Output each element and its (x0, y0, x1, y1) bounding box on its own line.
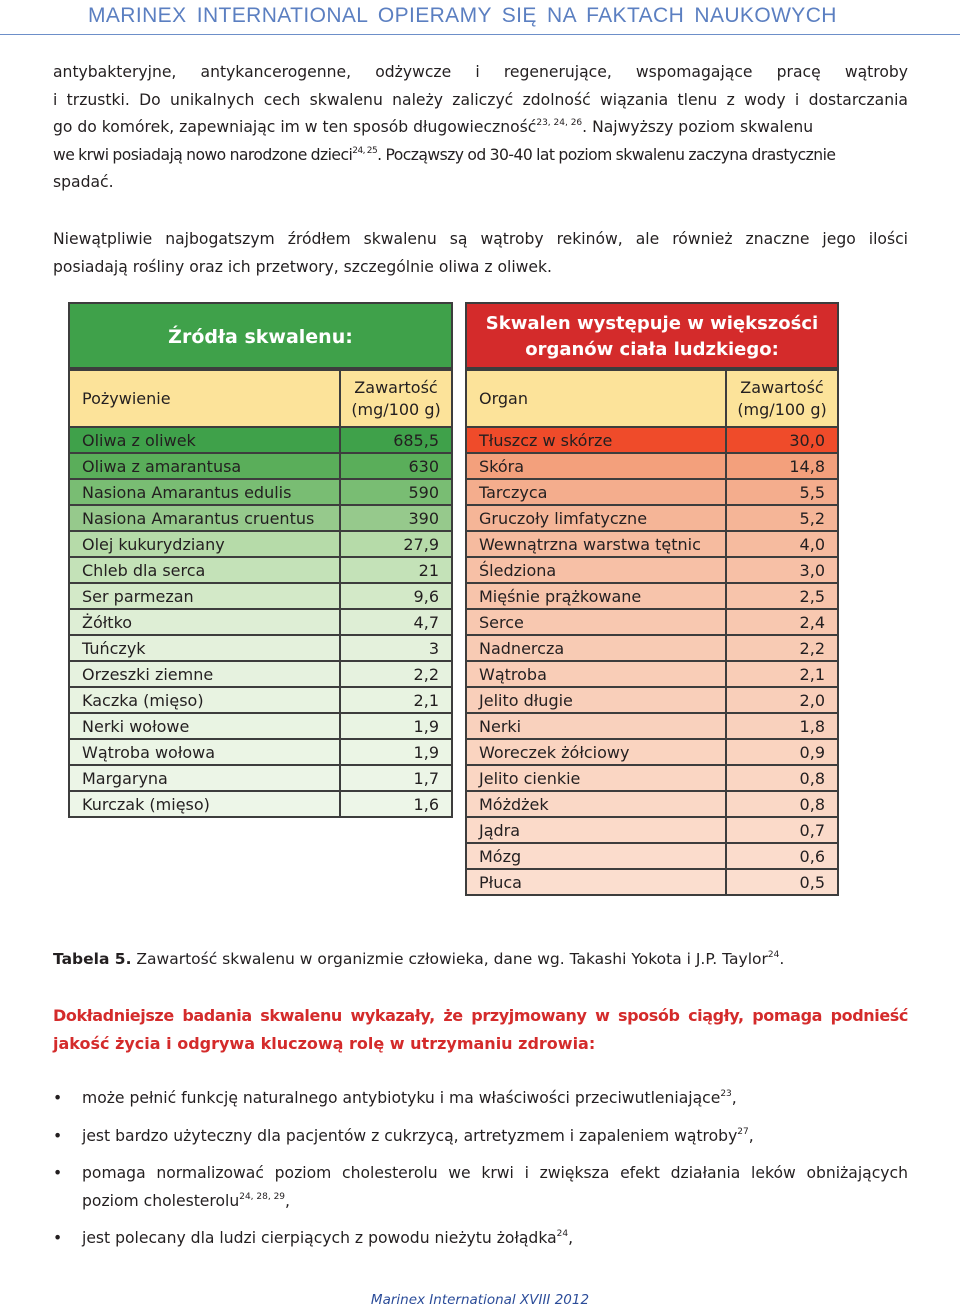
bullet-marker: • (53, 1229, 63, 1247)
header-title: MARINEX INTERNATIONAL OPIERAMY SIĘ NA FAKTACH NAUKOWYCH (88, 4, 837, 27)
sources-name-cell: Tuńczyk (69, 635, 340, 661)
organs-name-cell: Mięśnie prążkowane (466, 583, 726, 609)
organs-table (465, 369, 839, 896)
sources-value-cell: 2,1 (340, 687, 452, 713)
sources-name-cell: Orzeszki ziemne (69, 661, 340, 687)
organs-name-cell: Jądra (466, 817, 726, 843)
bullet-marker: • (53, 1089, 63, 1107)
sources-line-2: posiadają rośliny oraz ich przetwory, szczególnie oliwa z oliwek. (53, 257, 553, 276)
intro-line-3: go do komórek, zapewniając im w ten sposób długowieczność$^{23, 24, 26}$. Najwyższy poziom skwalenu (53, 118, 814, 137)
organs-name-cell: Tarczyca (466, 479, 726, 505)
sources-value-cell: 390 (340, 505, 452, 531)
sources-value-cell: 27,9 (340, 531, 452, 557)
table-row (466, 817, 838, 843)
organs-name-cell: Nadnercza (466, 635, 726, 661)
bullet-marker: • (53, 1164, 63, 1182)
table-row (69, 609, 452, 635)
table-row (69, 427, 452, 453)
page-footer: Marinex International XVIII 2012 (370, 1292, 590, 1308)
intro-line-1: antybakteryjne, antykancerogenne, odżywcze i regenerujące, wspomagające pracę wątroby (53, 63, 908, 81)
organs-value-cell: 1,8 (726, 713, 838, 739)
table-row (466, 583, 838, 609)
organs-name-cell: Skóra (466, 453, 726, 479)
list-item: • pomaga normalizować poziom cholesterolu we krwi i zwiększa efekt działania leków obniżających poziom cholesterolu$^{24, 28, 29}$, (53, 1160, 908, 1215)
organs-name-cell: Mózg (466, 843, 726, 869)
sources-name-cell: Chleb dla serca (69, 557, 340, 583)
highlight-paragraph (53, 1002, 908, 1057)
sources-value-cell: 590 (340, 479, 452, 505)
organs-name-cell: Móżdżek (466, 791, 726, 817)
organs-name-cell: Płuca (466, 869, 726, 895)
sources-name-cell: Kurczak (mięso) (69, 791, 340, 817)
table-row (69, 791, 452, 817)
benefits-list (53, 1085, 908, 1253)
organs-value-cell: 2,5 (726, 583, 838, 609)
sources-value-cell: 2,2 (340, 661, 452, 687)
table-row (466, 609, 838, 635)
sources-name-cell: Wątroba wołowa (69, 739, 340, 765)
organs-value-cell: 3,0 (726, 557, 838, 583)
table-row (466, 427, 838, 453)
highlight-line-1: Dokładniejsze badania skwalenu wykazały, że przyjmowany w sposób ciągły, pomaga podnieść (53, 1006, 908, 1025)
table-row (466, 713, 838, 739)
intro-line-2: i trzustki. Do unikalnych cech skwalenu należy zaliczyć zdolność wiązania tlenu z wody i dostarczania (53, 90, 908, 109)
sources-name-cell: Oliwa z amarantusa (69, 453, 340, 479)
table-row (466, 843, 838, 869)
organs-name-cell: Gruczoły limfatyczne (466, 505, 726, 531)
list-item: • może pełnić funkcję naturalnego antybiotyku i ma właściwości przeciwutleniające$^{23}$, (53, 1085, 908, 1113)
table-row (466, 869, 838, 895)
content-column-header: Zawartość (mg/100 g) (340, 370, 452, 427)
intro-line-4: we krwi posiadają nowo narodzone dzieci$^{24, 25}$. Począwszy od 30-40 lat poziom skwalenu zaczyna drastycznie (53, 145, 836, 164)
table-row (69, 661, 452, 687)
organs-value-cell: 4,0 (726, 531, 838, 557)
list-item: • jest polecany dla ludzi cierpiących z powodu nieżytu żołądka$^{24}$, (53, 1225, 908, 1253)
organs-value-cell: 0,5 (726, 869, 838, 895)
organs-value-cell: 2,2 (726, 635, 838, 661)
sources-table-title: Źródła skwalenu: (68, 302, 453, 369)
organs-name-cell: Nerki (466, 713, 726, 739)
table-row (466, 479, 838, 505)
sources-value-cell: 4,7 (340, 609, 452, 635)
organs-name-cell: Jelito długie (466, 687, 726, 713)
table-row (466, 687, 838, 713)
table-row (466, 505, 838, 531)
organs-header-row (466, 370, 838, 427)
organs-value-cell: 2,4 (726, 609, 838, 635)
organs-value-cell: 2,1 (726, 661, 838, 687)
table-row (466, 453, 838, 479)
organs-value-cell: 5,5 (726, 479, 838, 505)
organs-name-cell: Serce (466, 609, 726, 635)
sources-paragraph (53, 226, 908, 281)
table-row (466, 661, 838, 687)
sources-value-cell: 1,9 (340, 739, 452, 765)
organs-value-cell: 0,6 (726, 843, 838, 869)
sources-line-1: Niewątpliwie najbogatszym źródłem skwalenu są wątroby rekinów, ale również znaczne jego ilości (53, 230, 908, 248)
table-row (69, 531, 452, 557)
organs-value-cell: 0,9 (726, 739, 838, 765)
food-column-header: Pożywienie (69, 370, 340, 427)
page-header (0, 0, 960, 35)
organ-content-column-header: Zawartość (mg/100 g) (726, 370, 838, 427)
organs-name-cell: Jelito cienkie (466, 765, 726, 791)
intro-line-5: spadać. (53, 173, 114, 192)
table-row (466, 531, 838, 557)
table-row (69, 687, 452, 713)
organs-value-cell: 2,0 (726, 687, 838, 713)
organs-name-cell: Wewnątrzna warstwa tętnic (466, 531, 726, 557)
sources-name-cell: Ser parmezan (69, 583, 340, 609)
sources-value-cell: 9,6 (340, 583, 452, 609)
sources-value-cell: 1,6 (340, 791, 452, 817)
table-row (69, 583, 452, 609)
table-row (69, 557, 452, 583)
organs-value-cell: 0,7 (726, 817, 838, 843)
sources-table (68, 369, 453, 818)
table-row (466, 739, 838, 765)
sources-value-cell: 685,5 (340, 427, 452, 453)
sources-value-cell: 3 (340, 635, 452, 661)
sources-name-cell: Oliwa z oliwek (69, 427, 340, 453)
organ-column-header: Organ (466, 370, 726, 427)
organs-name-cell: Tłuszcz w skórze (466, 427, 726, 453)
organs-value-cell: 0,8 (726, 791, 838, 817)
sources-name-cell: Olej kukurydziany (69, 531, 340, 557)
table-row (466, 635, 838, 661)
table-row (69, 765, 452, 791)
organs-name-cell: Woreczek żółciowy (466, 739, 726, 765)
table-row (69, 453, 452, 479)
intro-paragraph (53, 59, 908, 197)
table-row (69, 635, 452, 661)
sources-value-cell: 1,9 (340, 713, 452, 739)
table-row (466, 557, 838, 583)
organs-value-cell: 0,8 (726, 765, 838, 791)
sources-value-cell: 1,7 (340, 765, 452, 791)
sources-name-cell: Margaryna (69, 765, 340, 791)
table-row (69, 479, 452, 505)
sources-value-cell: 630 (340, 453, 452, 479)
sources-value-cell: 21 (340, 557, 452, 583)
list-item: • jest bardzo użyteczny dla pacjentów z cukrzycą, artretyzmem i zapaleniem wątroby$^{27}$, (53, 1123, 908, 1151)
sources-name-cell: Żółtko (69, 609, 340, 635)
table-row (466, 791, 838, 817)
highlight-line-2: jakość życia i odgrywa kluczową rolę w utrzymaniu zdrowia: (53, 1033, 596, 1053)
organs-name-cell: Wątroba (466, 661, 726, 687)
sources-name-cell: Kaczka (mięso) (69, 687, 340, 713)
table-row (69, 713, 452, 739)
table-row (69, 739, 452, 765)
organs-value-cell: 5,2 (726, 505, 838, 531)
sources-name-cell: Nasiona Amarantus edulis (69, 479, 340, 505)
sources-name-cell: Nerki wołowe (69, 713, 340, 739)
table-row (69, 505, 452, 531)
organs-value-cell: 14,8 (726, 453, 838, 479)
bullet-marker: • (53, 1126, 63, 1145)
table-caption: Tabela 5. Zawartość skwalenu w organizmie człowieka, dane wg. Takashi Yokota i J.P. Taylor$^{24}$. (53, 950, 785, 968)
organs-value-cell: 30,0 (726, 427, 838, 453)
sources-header-row (69, 370, 452, 427)
sources-name-cell: Nasiona Amarantus cruentus (69, 505, 340, 531)
organs-table-title: Skwalen występuje w większości organów ciała ludzkiego: (465, 302, 839, 369)
table-row (466, 765, 838, 791)
organs-name-cell: Śledziona (466, 557, 726, 583)
